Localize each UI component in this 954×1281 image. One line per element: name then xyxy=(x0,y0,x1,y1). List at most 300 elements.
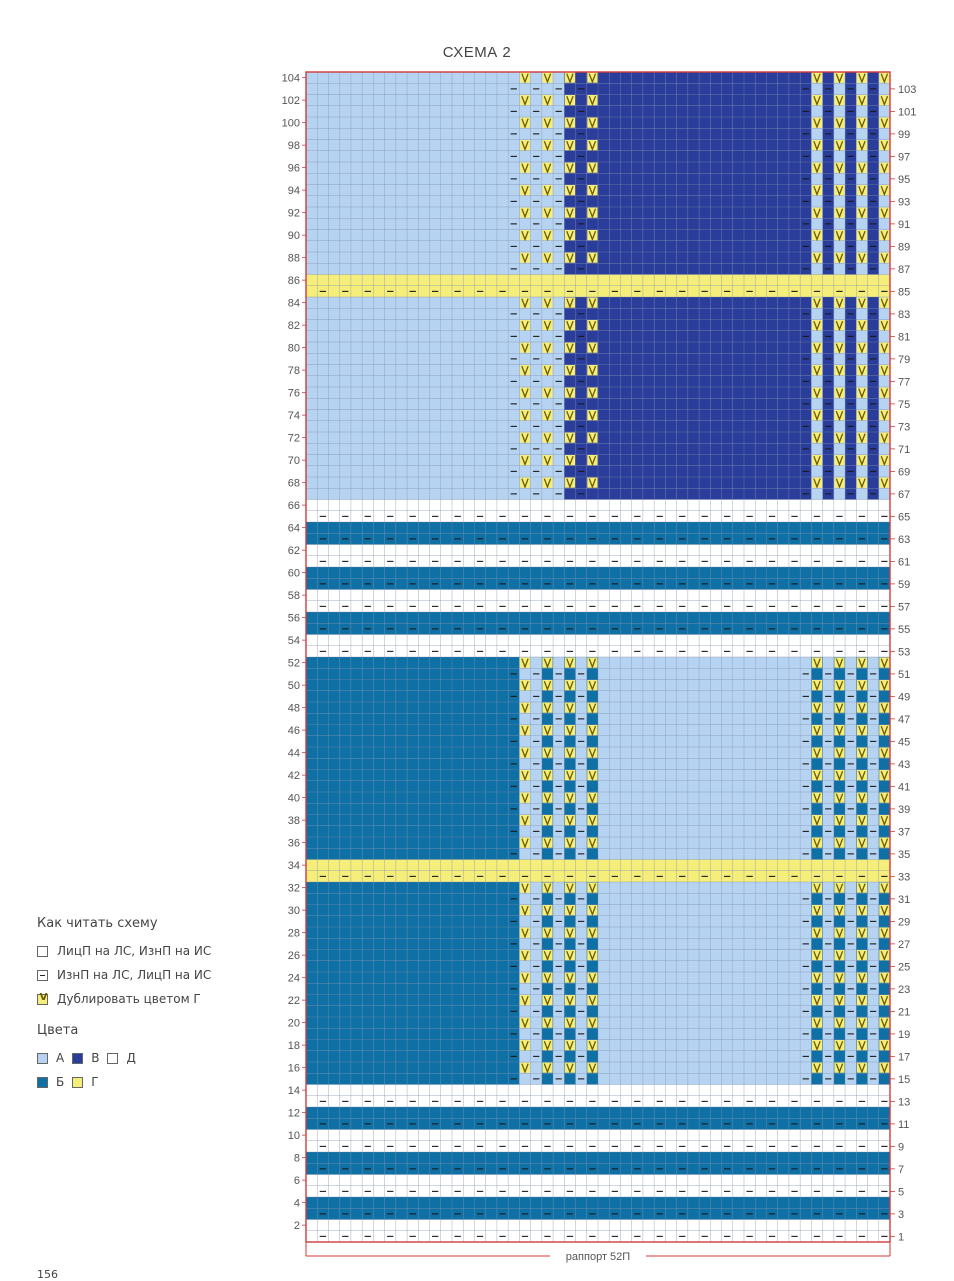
chart-cell xyxy=(531,623,542,634)
chart-cell xyxy=(351,815,362,826)
chart-cell xyxy=(542,196,553,207)
chart-cell xyxy=(396,173,407,184)
chart-cell xyxy=(486,1208,497,1219)
chart-cell xyxy=(328,1107,339,1118)
chart-cell xyxy=(632,387,643,398)
chart-cell xyxy=(463,241,474,252)
chart-cell xyxy=(564,218,575,229)
chart-cell xyxy=(362,162,373,173)
chart-cell xyxy=(373,635,384,646)
chart-cell xyxy=(430,691,441,702)
chart-cell xyxy=(576,1175,587,1186)
chart-cell xyxy=(452,848,463,859)
chart-cell xyxy=(845,680,856,691)
chart-cell xyxy=(317,612,328,623)
chart-cell xyxy=(598,1107,609,1118)
chart-cell xyxy=(823,477,834,488)
chart-cell xyxy=(643,533,654,544)
chart-cell xyxy=(688,882,699,893)
chart-cell xyxy=(598,398,609,409)
chart-cell xyxy=(430,837,441,848)
chart-cell xyxy=(362,241,373,252)
chart-cell xyxy=(418,1006,429,1017)
chart-cell xyxy=(823,972,834,983)
chart-cell xyxy=(306,1152,317,1163)
chart-cell xyxy=(856,668,867,679)
chart-cell xyxy=(755,1197,766,1208)
chart-cell xyxy=(463,680,474,691)
chart-cell xyxy=(396,927,407,938)
chart-cell xyxy=(519,196,530,207)
chart-cell xyxy=(654,252,665,263)
chart-cell xyxy=(474,1006,485,1017)
chart-cell xyxy=(800,1062,811,1073)
chart-cell xyxy=(643,1141,654,1152)
chart-cell xyxy=(677,680,688,691)
chart-cell xyxy=(643,770,654,781)
chart-cell xyxy=(564,1028,575,1039)
chart-cell xyxy=(452,207,463,218)
chart-cell xyxy=(351,1141,362,1152)
chart-cell xyxy=(722,1051,733,1062)
chart-cell xyxy=(519,1073,530,1084)
chart-cell xyxy=(385,815,396,826)
chart-cell xyxy=(733,950,744,961)
chart-cell xyxy=(643,1197,654,1208)
chart-cell xyxy=(351,421,362,432)
chart-cell xyxy=(665,826,676,837)
chart-cell xyxy=(418,398,429,409)
chart-cell xyxy=(340,1085,351,1096)
chart-cell xyxy=(486,1141,497,1152)
chart-cell xyxy=(531,455,542,466)
chart-cell xyxy=(699,432,710,443)
chart-cell xyxy=(755,297,766,308)
chart-cell xyxy=(508,905,519,916)
chart-cell xyxy=(441,1062,452,1073)
chart-cell xyxy=(868,275,879,286)
chart-cell xyxy=(474,938,485,949)
chart-cell xyxy=(710,1017,721,1028)
chart-cell xyxy=(643,173,654,184)
chart-cell xyxy=(755,286,766,297)
chart-cell xyxy=(351,713,362,724)
chart-cell xyxy=(430,590,441,601)
chart-cell xyxy=(598,837,609,848)
chart-cell xyxy=(699,803,710,814)
chart-cell xyxy=(800,1186,811,1197)
chart-cell xyxy=(362,792,373,803)
chart-cell xyxy=(688,916,699,927)
chart-cell xyxy=(722,398,733,409)
chart-cell xyxy=(328,466,339,477)
chart-cell xyxy=(486,230,497,241)
chart-cell xyxy=(587,522,598,533)
chart-cell xyxy=(856,1073,867,1084)
chart-cell xyxy=(879,545,890,556)
chart-cell xyxy=(373,1152,384,1163)
chart-cell xyxy=(845,162,856,173)
chart-cell xyxy=(328,241,339,252)
chart-cell xyxy=(508,477,519,488)
chart-cell xyxy=(654,162,665,173)
chart-cell xyxy=(317,680,328,691)
chart-cell xyxy=(542,466,553,477)
chart-cell xyxy=(632,983,643,994)
chart-cell xyxy=(441,1130,452,1141)
chart-cell xyxy=(699,927,710,938)
chart-cell xyxy=(766,500,777,511)
chart-cell xyxy=(531,162,542,173)
chart-cell xyxy=(351,725,362,736)
chart-cell xyxy=(654,803,665,814)
chart-cell xyxy=(508,770,519,781)
chart-cell xyxy=(486,466,497,477)
chart-cell xyxy=(385,410,396,421)
chart-cell xyxy=(474,635,485,646)
chart-cell xyxy=(632,1028,643,1039)
chart-cell xyxy=(396,387,407,398)
chart-cell xyxy=(340,657,351,668)
chart-cell xyxy=(486,950,497,961)
chart-cell xyxy=(340,320,351,331)
chart-cell xyxy=(845,1085,856,1096)
chart-cell xyxy=(699,837,710,848)
chart-cell xyxy=(306,1130,317,1141)
chart-cell xyxy=(328,848,339,859)
chart-cell xyxy=(609,162,620,173)
chart-cell xyxy=(396,1220,407,1231)
chart-cell xyxy=(699,815,710,826)
chart-cell xyxy=(834,196,845,207)
chart-cell xyxy=(531,533,542,544)
chart-cell xyxy=(677,927,688,938)
chart-cell xyxy=(665,567,676,578)
chart-cell xyxy=(598,263,609,274)
chart-cell xyxy=(441,1163,452,1174)
chart-cell xyxy=(542,567,553,578)
chart-cell xyxy=(643,410,654,421)
chart-cell xyxy=(744,770,755,781)
chart-cell xyxy=(778,1197,789,1208)
chart-cell xyxy=(497,466,508,477)
chart-cell xyxy=(441,1118,452,1129)
chart-cell xyxy=(396,1175,407,1186)
chart-cell xyxy=(452,938,463,949)
chart-cell xyxy=(486,297,497,308)
chart-cell xyxy=(722,297,733,308)
chart-cell xyxy=(497,815,508,826)
chart-cell xyxy=(677,218,688,229)
chart-cell xyxy=(620,1062,631,1073)
chart-cell xyxy=(744,162,755,173)
chart-cell xyxy=(362,297,373,308)
chart-cell xyxy=(722,950,733,961)
chart-cell xyxy=(699,1028,710,1039)
chart-cell xyxy=(430,680,441,691)
chart-cell xyxy=(744,927,755,938)
chart-cell xyxy=(385,185,396,196)
chart-cell xyxy=(643,353,654,364)
chart-cell xyxy=(385,443,396,454)
chart-cell xyxy=(373,1130,384,1141)
chart-cell xyxy=(845,815,856,826)
chart-cell xyxy=(430,455,441,466)
chart-cell xyxy=(744,443,755,454)
chart-cell xyxy=(620,938,631,949)
chart-cell xyxy=(407,803,418,814)
chart-cell xyxy=(317,432,328,443)
chart-cell xyxy=(677,1197,688,1208)
chart-cell xyxy=(722,252,733,263)
chart-cell xyxy=(396,893,407,904)
chart-cell xyxy=(755,342,766,353)
chart-cell xyxy=(879,668,890,679)
chart-cell xyxy=(845,1186,856,1197)
chart-cell xyxy=(306,1208,317,1219)
chart-cell xyxy=(632,826,643,837)
chart-cell xyxy=(328,747,339,758)
chart-cell xyxy=(418,736,429,747)
chart-cell xyxy=(576,1220,587,1231)
chart-cell xyxy=(677,1073,688,1084)
chart-cell xyxy=(722,376,733,387)
chart-cell xyxy=(340,545,351,556)
chart-cell xyxy=(879,1130,890,1141)
chart-cell xyxy=(778,1096,789,1107)
chart-cell xyxy=(508,860,519,871)
chart-cell xyxy=(856,1197,867,1208)
chart-cell xyxy=(362,432,373,443)
chart-cell xyxy=(811,1006,822,1017)
chart-cell xyxy=(306,421,317,432)
chart-cell xyxy=(452,691,463,702)
chart-cell xyxy=(587,916,598,927)
chart-cell xyxy=(531,860,542,871)
chart-cell xyxy=(407,1028,418,1039)
chart-cell xyxy=(531,556,542,567)
chart-cell xyxy=(396,466,407,477)
chart-cell xyxy=(643,342,654,353)
chart-cell xyxy=(452,680,463,691)
chart-cell xyxy=(632,466,643,477)
chart-cell xyxy=(609,421,620,432)
chart-cell xyxy=(632,241,643,252)
chart-cell xyxy=(778,443,789,454)
chart-cell xyxy=(576,455,587,466)
chart-cell xyxy=(688,1220,699,1231)
chart-cell xyxy=(643,815,654,826)
chart-cell xyxy=(564,1152,575,1163)
chart-cell xyxy=(699,230,710,241)
chart-cell xyxy=(340,758,351,769)
chart-cell xyxy=(306,1040,317,1051)
chart-cell xyxy=(317,736,328,747)
chart-cell xyxy=(778,1163,789,1174)
chart-cell xyxy=(778,263,789,274)
chart-cell xyxy=(497,1152,508,1163)
chart-cell xyxy=(430,466,441,477)
chart-cell xyxy=(722,196,733,207)
chart-cell xyxy=(868,972,879,983)
chart-cell xyxy=(688,747,699,758)
chart-cell xyxy=(351,443,362,454)
chart-cell xyxy=(306,365,317,376)
chart-cell xyxy=(385,792,396,803)
chart-cell xyxy=(823,1107,834,1118)
chart-cell xyxy=(879,758,890,769)
chart-cell xyxy=(317,1051,328,1062)
chart-cell xyxy=(407,815,418,826)
chart-cell xyxy=(362,252,373,263)
chart-cell xyxy=(306,893,317,904)
chart-cell xyxy=(722,725,733,736)
chart-cell xyxy=(317,421,328,432)
chart-cell xyxy=(845,1231,856,1242)
chart-cell xyxy=(542,1130,553,1141)
chart-cell xyxy=(385,860,396,871)
chart-cell xyxy=(317,635,328,646)
chart-cell xyxy=(654,725,665,736)
chart-cell xyxy=(362,331,373,342)
chart-cell xyxy=(385,196,396,207)
chart-cell xyxy=(598,1163,609,1174)
chart-cell xyxy=(632,275,643,286)
chart-cell xyxy=(744,353,755,364)
chart-cell xyxy=(688,252,699,263)
chart-cell xyxy=(643,950,654,961)
chart-cell xyxy=(598,1231,609,1242)
chart-cell xyxy=(665,882,676,893)
chart-cell xyxy=(620,680,631,691)
chart-cell xyxy=(598,1130,609,1141)
chart-cell xyxy=(699,331,710,342)
chart-cell xyxy=(654,680,665,691)
chart-cell xyxy=(340,477,351,488)
chart-cell xyxy=(722,803,733,814)
chart-cell xyxy=(328,365,339,376)
chart-cell xyxy=(486,871,497,882)
chart-cell xyxy=(789,218,800,229)
chart-cell xyxy=(823,927,834,938)
chart-cell xyxy=(755,1220,766,1231)
chart-cell xyxy=(328,837,339,848)
chart-cell xyxy=(789,950,800,961)
chart-cell xyxy=(654,230,665,241)
chart-cell xyxy=(722,432,733,443)
chart-cell xyxy=(463,837,474,848)
chart-cell xyxy=(553,387,564,398)
chart-cell xyxy=(441,173,452,184)
chart-cell xyxy=(755,545,766,556)
chart-cell xyxy=(463,725,474,736)
chart-cell xyxy=(564,567,575,578)
chart-cell xyxy=(508,1186,519,1197)
chart-cell xyxy=(486,1107,497,1118)
chart-cell xyxy=(632,320,643,331)
chart-cell xyxy=(576,1130,587,1141)
chart-cell xyxy=(328,500,339,511)
chart-cell xyxy=(643,331,654,342)
chart-cell xyxy=(418,882,429,893)
chart-cell xyxy=(677,938,688,949)
chart-cell xyxy=(665,1163,676,1174)
chart-cell xyxy=(598,983,609,994)
chart-cell xyxy=(800,533,811,544)
chart-cell xyxy=(373,241,384,252)
chart-cell xyxy=(879,567,890,578)
chart-cell xyxy=(328,162,339,173)
chart-cell xyxy=(766,1073,777,1084)
chart-cell xyxy=(744,961,755,972)
chart-cell xyxy=(598,353,609,364)
chart-cell xyxy=(766,1028,777,1039)
chart-cell xyxy=(856,275,867,286)
chart-cell xyxy=(755,1118,766,1129)
chart-cell xyxy=(665,1107,676,1118)
chart-cell xyxy=(722,1028,733,1039)
chart-cell xyxy=(677,770,688,781)
chart-cell xyxy=(553,950,564,961)
chart-cell xyxy=(452,1073,463,1084)
chart-cell xyxy=(632,488,643,499)
chart-cell xyxy=(733,1073,744,1084)
chart-cell xyxy=(463,173,474,184)
chart-cell xyxy=(620,263,631,274)
chart-cell xyxy=(632,747,643,758)
chart-cell xyxy=(755,511,766,522)
chart-cell xyxy=(407,230,418,241)
chart-cell xyxy=(677,477,688,488)
chart-cell xyxy=(351,657,362,668)
chart-cell xyxy=(351,905,362,916)
chart-cell xyxy=(699,410,710,421)
chart-cell xyxy=(328,803,339,814)
chart-cell xyxy=(733,601,744,612)
chart-cell xyxy=(710,972,721,983)
chart-cell xyxy=(463,545,474,556)
chart-cell xyxy=(834,421,845,432)
chart-cell xyxy=(811,1051,822,1062)
chart-cell xyxy=(620,455,631,466)
chart-cell xyxy=(778,331,789,342)
chart-cell xyxy=(373,1028,384,1039)
chart-cell xyxy=(317,308,328,319)
chart-cell xyxy=(407,376,418,387)
chart-cell xyxy=(733,421,744,432)
chart-cell xyxy=(463,747,474,758)
chart-cell xyxy=(744,882,755,893)
chart-cell xyxy=(486,545,497,556)
chart-cell xyxy=(317,1130,328,1141)
chart-cell xyxy=(531,601,542,612)
chart-cell xyxy=(722,173,733,184)
chart-cell xyxy=(823,612,834,623)
chart-cell xyxy=(755,826,766,837)
chart-cell xyxy=(328,578,339,589)
chart-cell xyxy=(486,736,497,747)
chart-cell xyxy=(441,635,452,646)
chart-cell xyxy=(710,455,721,466)
chart-cell xyxy=(430,781,441,792)
chart-cell xyxy=(688,635,699,646)
chart-cell xyxy=(340,275,351,286)
chart-cell xyxy=(508,1197,519,1208)
chart-cell xyxy=(811,500,822,511)
chart-cell xyxy=(486,995,497,1006)
chart-cell xyxy=(576,770,587,781)
chart-cell xyxy=(834,635,845,646)
